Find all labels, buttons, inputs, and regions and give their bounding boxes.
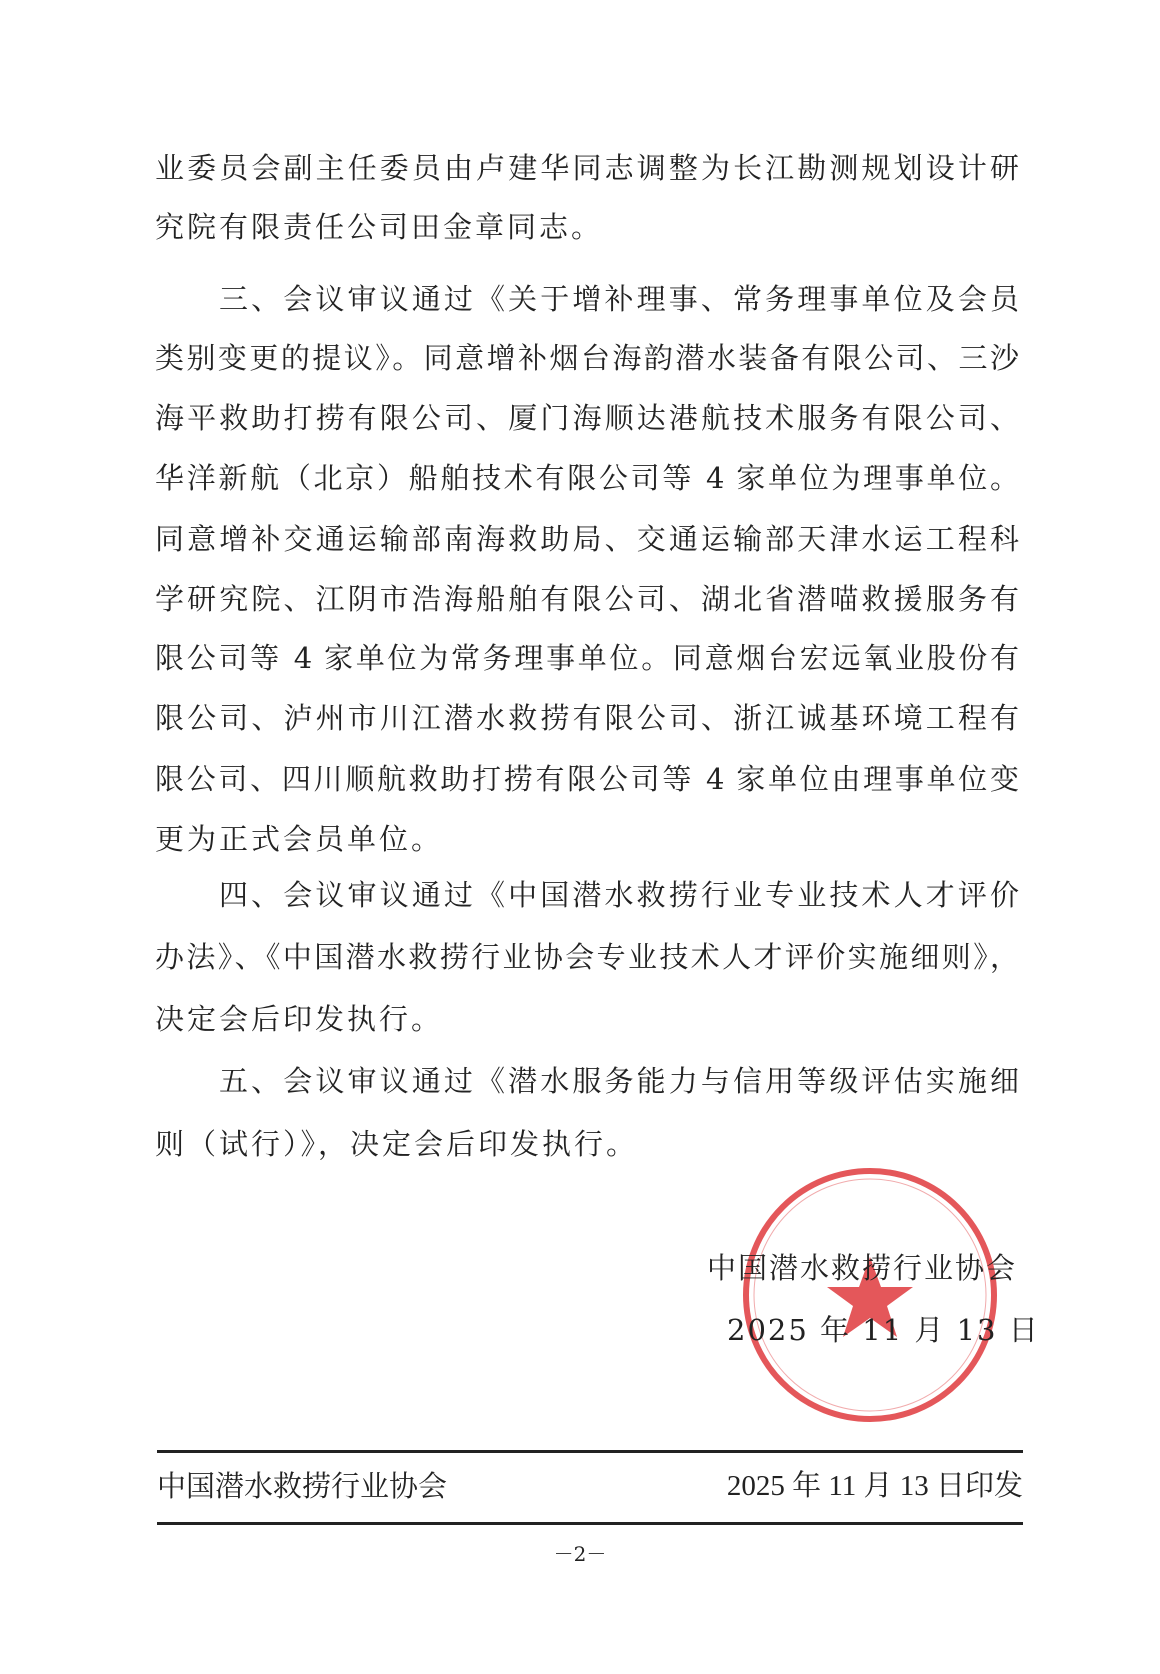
body-line: 限公司、四川顺航救助打捞有限公司等 4 家单位由理事单位变: [155, 762, 1019, 796]
body-line: 限公司、泸州市川江潜水救捞有限公司、浙江诚基环境工程有: [155, 701, 1019, 735]
body-line: 业委员会副主任委员由卢建华同志调整为长江勘测规划设计研: [155, 151, 1019, 185]
body-line: 同意增补交通运输部南海救助局、交通运输部天津水运工程科: [155, 522, 1019, 556]
body-line: 类别变更的提议》。同意增补烟台海韵潜水装备有限公司、三沙: [155, 341, 1019, 375]
body-line: 则（试行）》，决定会后印发执行。: [155, 1127, 639, 1161]
body-line: 更为正式会员单位。: [155, 822, 444, 856]
body-line: 限公司等 4 家单位为常务理事单位。同意烟台宏远氧业股份有: [155, 641, 1019, 675]
body-line: 四、会议审议通过《中国潜水救捞行业专业技术人才评价: [219, 878, 1019, 912]
footer-top-rule: [157, 1450, 1023, 1453]
official-seal: [740, 1165, 1000, 1425]
body-line: 办法》、《中国潜水救捞行业协会专业技术人才评价实施细则》，: [155, 940, 1019, 974]
footer-bottom-rule: [157, 1522, 1023, 1525]
body-line: 三、会议审议通过《关于增补理事、常务理事单位及会员: [219, 282, 1019, 316]
body-line: 究院有限责任公司田金章同志。: [155, 210, 604, 244]
body-line: 决定会后印发执行。: [155, 1002, 444, 1036]
body-line: 学研究院、江阴市浩海船舶有限公司、湖北省潜喵救援服务有: [155, 582, 1019, 616]
body-line: 五、会议审议通过《潜水服务能力与信用等级评估实施细: [219, 1064, 1019, 1098]
footer-org: 中国潜水救捞行业协会: [157, 1469, 448, 1503]
body-line: 华洋新航（北京）船舶技术有限公司等 4 家单位为理事单位。: [155, 461, 1019, 495]
body-line: 海平救助打捞有限公司、厦门海顺达港航技术服务有限公司、: [155, 401, 1019, 435]
signature-date: 2025 年 11 月 13 日: [727, 1313, 1040, 1347]
page-number: －2－: [553, 1542, 607, 1566]
signature-org: 中国潜水救捞行业协会: [707, 1251, 1018, 1285]
footer-issue-date: 2025 年 11 月 13 日印发: [726, 1470, 1023, 1502]
